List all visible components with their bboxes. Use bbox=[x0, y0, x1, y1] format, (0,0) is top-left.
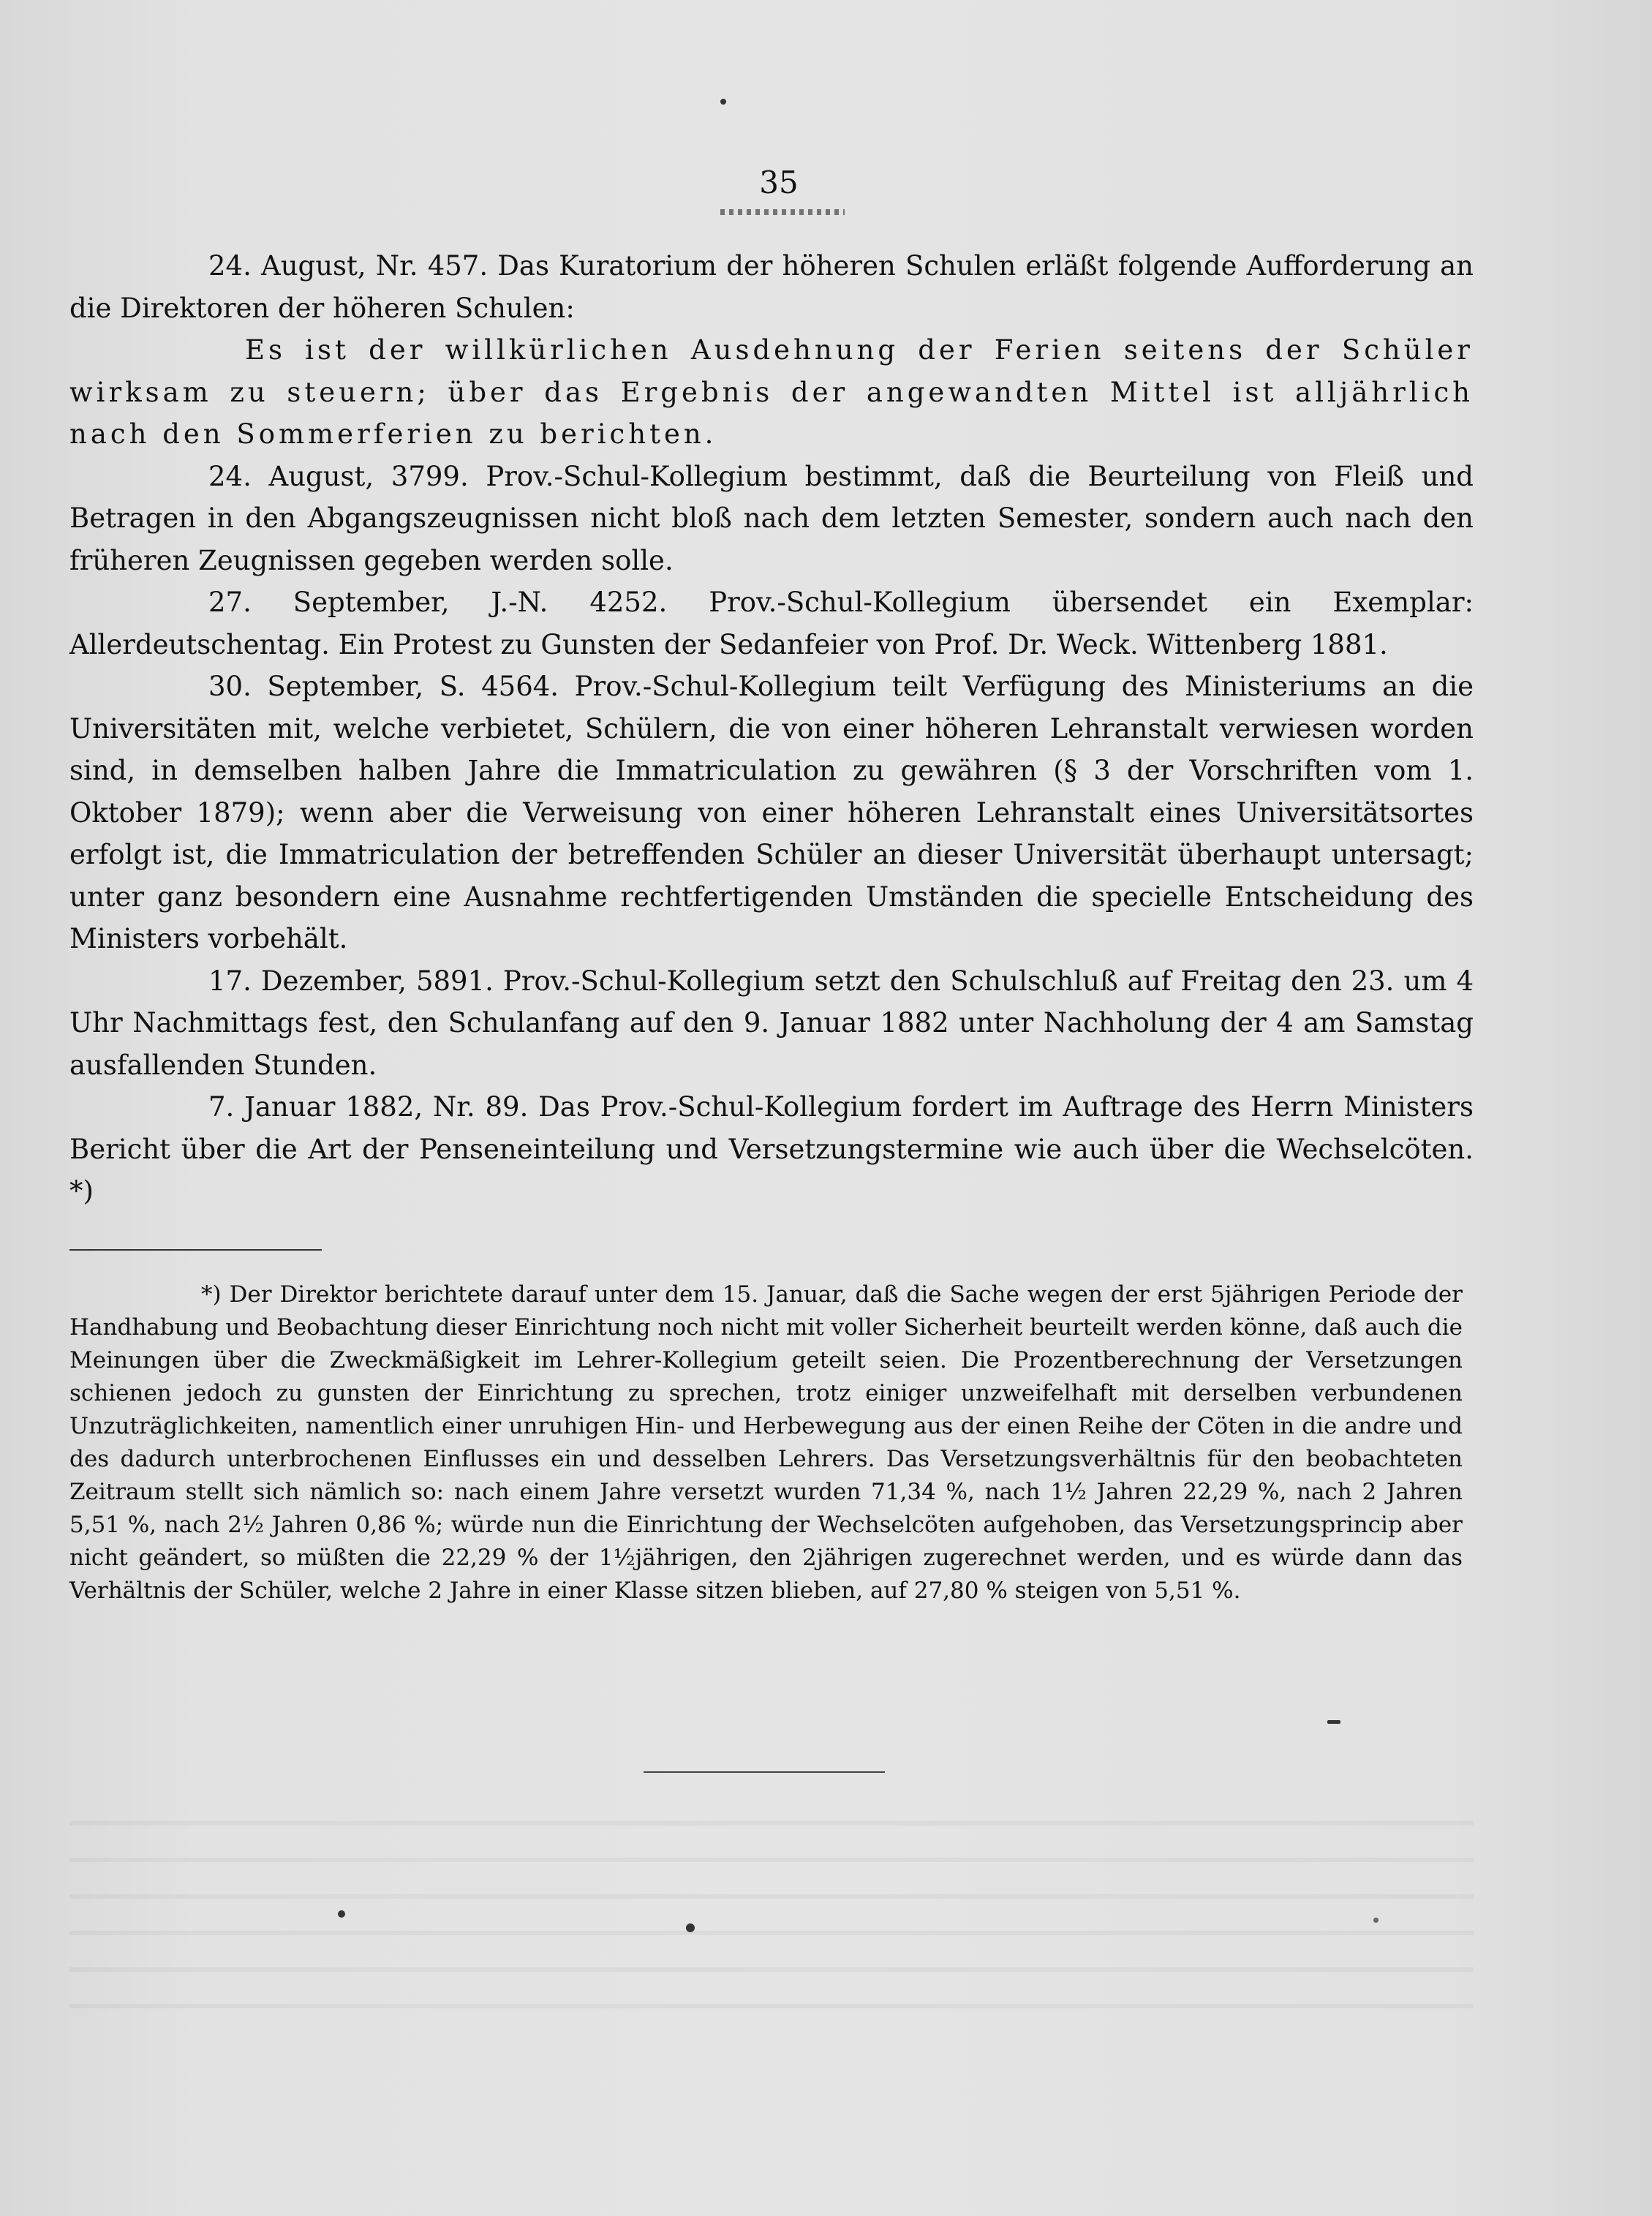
ink-speck bbox=[1373, 1918, 1378, 1923]
footnote-separator bbox=[69, 1249, 322, 1251]
entry-september-4564: 30. September, S. 4564. Prov.-Schul-Kollegium teilt Verfügung des Ministeriums an die Universitäten mit, welche verbietet, Schülern, die von einer höheren Lehranstalt verwiesen worden sind, in demselben halben Jahre die Immatriculation zu gewähren (§ 3 der Vorschriften vom 1. Oktober 1879); wenn aber die Verweisung von einer höheren Lehranstalt eines Universitätsortes erfolgt ist, die Immatriculation der betreffenden Schüler an dieser Universität überhaupt untersagt; unter ganz besondern eine Ausnahme rechtfertigenden Umständen die specielle Entscheidung des Ministers vorbehält. bbox=[69, 671, 1474, 954]
bleed-through bbox=[69, 1931, 1474, 1935]
entry-kuratorium: 24. August, Nr. 457. Das Kuratorium der höheren Schulen erläßt folgende Aufforderung an die Direktoren der höheren Schulen: bbox=[69, 250, 1474, 324]
end-rule bbox=[644, 1771, 885, 1773]
main-text bbox=[69, 245, 1474, 1213]
bleed-through bbox=[69, 2004, 1474, 2008]
entry-januar-1882: 7. Januar 1882, Nr. 89. Das Prov.-Schul-Kollegium fordert im Auftrage des Herrn Ministers Bericht über die Art der Penseneinteilung und Versetzungstermine wie auch über die Wechselcöten. *) bbox=[69, 1091, 1474, 1207]
bleed-through bbox=[69, 1967, 1474, 1972]
ink-speck bbox=[720, 99, 726, 105]
page-number-rule bbox=[720, 209, 845, 215]
ink-speck bbox=[1327, 1720, 1340, 1724]
bleed-through bbox=[69, 1858, 1474, 1862]
footnote: *) Der Direktor berichtete darauf unter dem 15. Januar, daß die Sache wegen der erst 5jährigen Periode der Handhabung und Beobachtung dieser Einrichtung noch nicht mit voller Sicherheit beurteilt werden könne, daß auch die Meinungen über die Zweckmäßigkeit im Lehrer-Kollegium geteilt seien. Die Prozentberechnung der Versetzungen schienen jedoch zu gunsten der Einrichtung zu sprechen, trotz einiger unzweifelhaft mit derselben verbundenen Unzuträglichkeiten, namentlich einer unruhigen Hin- und Herbewegung aus der einen Reihe der Cöten in die andre und des dadurch unterbrochenen Einflusses ein und desselben Lehrers. Das Versetzungsverhältnis für den beobachteten Zeitraum stellt sich nämlich so: nach einem Jahre versetzt wurden 71,34 %, nach 1½ Jahren 22,29 %, nach 2 Jahren 5,51 %, nach 2½ Jahren 0,86 %; würde nun die Einrichtung der Wechselcöten aufgehoben, das Versetzungsprincip aber nicht geändert, so müßten die 22,29 % der 1½jährigen, den 2jährigen zugerechnet werden, und es würde dann das Verhältnis der Schüler, welche 2 Jahre in einer Klasse sitzen blieben, auf 27,80 % steigen von 5,51 %. bbox=[69, 1281, 1463, 1604]
entry-kuratorium-directive: Es ist der willkürlichen Ausdehnung der Ferien seitens der Schüler wirksam zu steuern; über das Ergebnis der angewandten Mittel ist alljährlich nach den Sommerferien zu berichten. bbox=[69, 334, 1474, 450]
entry-dezember-5891: 17. Dezember, 5891. Prov.-Schul-Kollegium setzt den Schulschluß auf Freitag den 23. um 4 Uhr Nachmittags fest, den Schulanfang auf den 9. Januar 1882 unter Nachholung der 4 am Samstag ausfallenden Stunden. bbox=[69, 965, 1474, 1081]
bleed-through bbox=[69, 1821, 1474, 1825]
entry-september-4252: 27. September, J.-N. 4252. Prov.-Schul-Kollegium übersendet ein Exemplar: Allerdeutschentag. Ein Protest zu Gunsten der Sedanfeier von Prof. Dr. Weck. Wittenberg 1881. bbox=[69, 587, 1474, 660]
entry-august-3799: 24. August, 3799. Prov.-Schul-Kollegium bestimmt, daß die Beurteilung von Fleiß und Betragen in den Abgangszeugnissen nicht bloß nach dem letzten Semester, sondern auch nach den früheren Zeugnissen gegeben werden solle. bbox=[69, 460, 1474, 576]
bleed-through bbox=[69, 1894, 1474, 1899]
page-number: 35 bbox=[759, 165, 799, 200]
ink-speck bbox=[338, 1910, 345, 1918]
